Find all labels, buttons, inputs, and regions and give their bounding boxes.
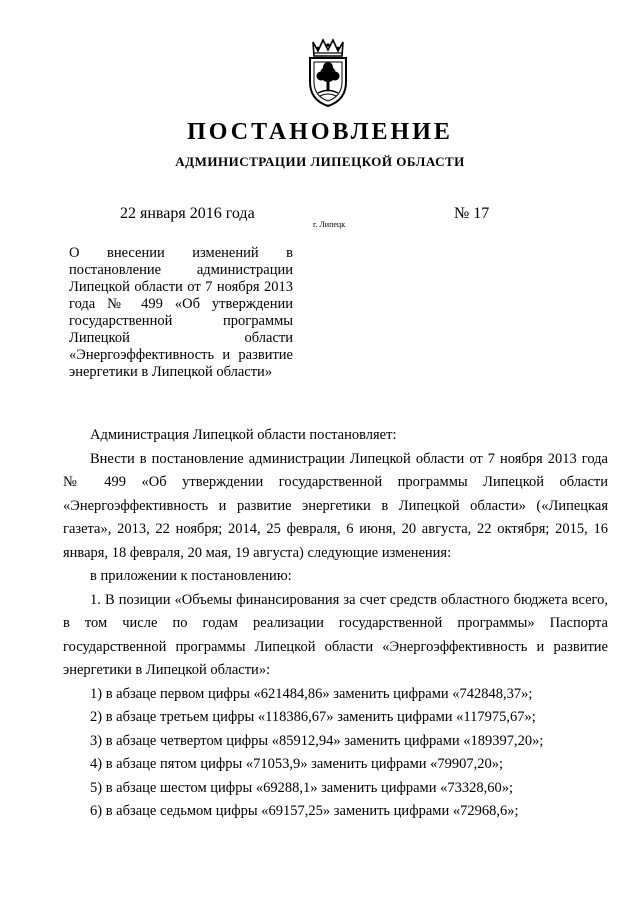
body-paragraph: Внести в постановление администрации Липецкой области от 7 ноября 2013 года № 499 «Об утверждении государственной программы Липецкой области «Энергоэффективность и развитие энергетики в Липецкой области» («Липецкая газета», 2013, 22 ноября; 2014, 25 февраля, 6 июня, 20 августа, 22 октября; 2015, 16 января, 18 февраля, 20 мая, 19 августа) следующие изменения: (63, 450, 608, 561)
document-place: г. Липецк (313, 220, 346, 229)
document-number: № 17 (454, 205, 490, 222)
body-paragraph: 6) в абзаце седьмом цифры «69157,25» заменить цифрами «72968,6»; (90, 803, 519, 819)
document-date: 22 января 2016 года (120, 205, 255, 222)
body-paragraph: 5) в абзаце шестом цифры «69288,1» заменить цифрами «73328,60»; (90, 779, 514, 796)
document-subject: О внесении изменений в постановление администрации Липецкой области от 7 ноября 2013 года № 499 «Об утверждении государственной программы Липецкой области «Энергоэффективность и развитие энергетики в Липецкой области» (69, 245, 293, 380)
body-paragraph: 1. В позиции «Объемы финансирования за счет средств областного бюджета всего, в том числе по годам реализации государственной программы» Паспорта государственной программы Липецкой области «Энергоэффективность и развитие энергетики в Липецкой области»: (63, 591, 608, 678)
body-paragraph: 3) в абзаце четвертом цифры «85912,94» заменить цифрами «189397,20»; (90, 732, 544, 749)
body-paragraph: в приложении к постановлению: (90, 568, 292, 584)
document-title: ПОСТАНОВЛЕНИЕ (187, 119, 453, 145)
body-paragraph: 4) в абзаце пятом цифры «71053,9» заменить цифрами «79907,20»; (90, 756, 504, 772)
body-paragraph: 1) в абзаце первом цифры «621484,86» заменить цифрами «742848,37»; (90, 685, 533, 702)
document-subtitle: АДМИНИСТРАЦИИ ЛИПЕЦКОЙ ОБЛАСТИ (175, 154, 465, 169)
coat-of-arms-icon (301, 38, 355, 108)
body-paragraph: 2) в абзаце третьем цифры «118386,67» заменить цифрами «117975,67»; (90, 709, 536, 725)
document-body (63, 424, 608, 824)
body-paragraph: Администрация Липецкой области постановляет: (90, 427, 397, 443)
